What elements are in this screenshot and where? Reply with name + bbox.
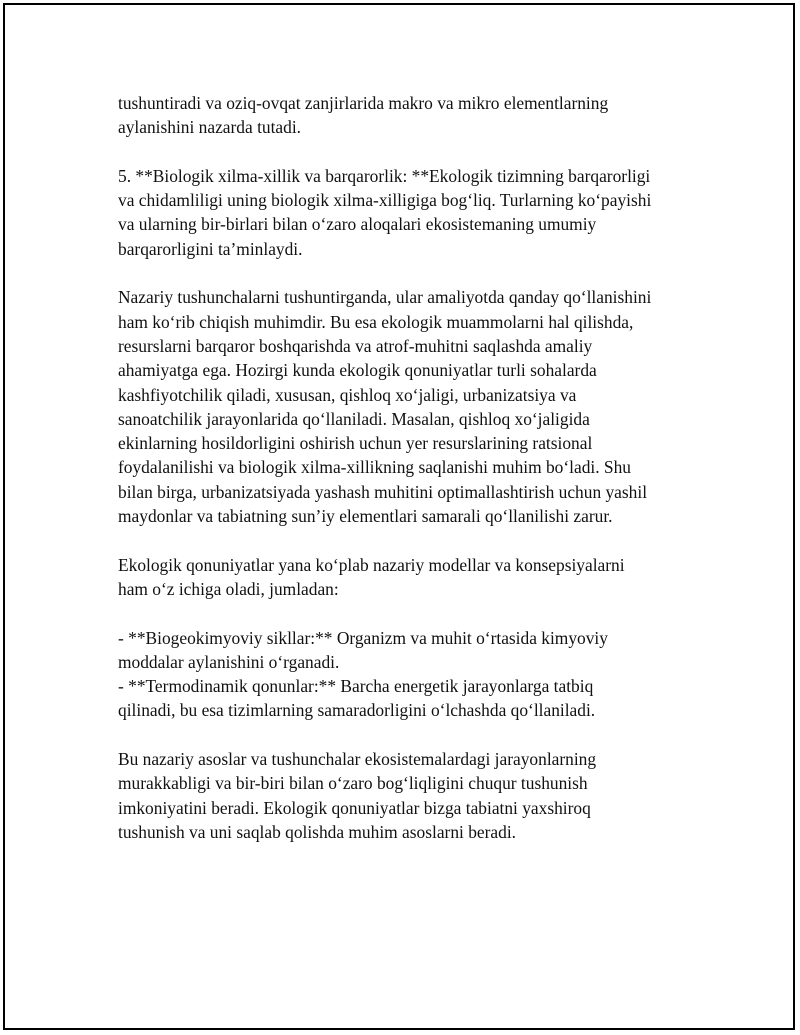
text-line: ekinlarning hosildorligini oshirish uchun yer resurslarining ratsional [118,433,593,454]
text-line: ham ko‘rib chiqish muhimdir. Bu esa ekologik muammolarni hal qilishda, [118,311,634,332]
text-line: foydalanilishi va biologik xilma-xillikning saqlanishi muhim bo‘ladi. Shu [118,457,631,478]
text-line: bilan birga, urbanizatsiyada yashash muhitini optimallashtirish uchun yashil [118,481,648,502]
bullet-thermodynamic-laws [118,674,698,723]
document-body [118,91,698,869]
text-line: - **Termodinamik qonunlar:** Barcha energetik jarayonlarga tatbiq [118,676,594,697]
text-line: Bu nazariy asoslar va tushunchalar ekosistemalardagi jarayonlarning [118,749,597,770]
paragraph-intro-continuation [118,91,698,140]
text-line: Ekologik qonuniyatlar yana ko‘plab nazariy modellar va konsepsiyalarni [118,554,625,575]
paragraph-practical-application [118,285,698,528]
text-line: qilinadi, bu esa tizimlarning samaradorligini o‘lchashda qo‘llaniladi. [118,700,596,721]
text-line: moddalar aylanishini o‘rganadi. [118,651,340,672]
text-line: imkoniyatini beradi. Ekologik qonuniyatlar bizga tabiatni yaxshiroq [118,797,591,818]
paragraph-conclusion [118,747,698,844]
text-line: barqarorligini ta’minlaydi. [118,238,303,259]
text-line: resurslarni barqaror boshqarishda va atrof-muhitni saqlashda amaliy [118,335,593,356]
bullet-biogeochemical-cycles [118,626,698,675]
text-line: murakkabligi va bir-biri bilan o‘zaro bog‘liqligini chuqur tushunish [118,773,588,794]
paragraph-point-5-biodiversity [118,164,698,261]
text-line: - **Biogeokimyoviy sikllar:** Organizm va muhit o‘rtasida kimyoviy [118,627,608,648]
text-line: ham o‘z ichiga oladi, jumladan: [118,578,339,599]
text-line: Nazariy tushunchalarni tushuntirganda, ular amaliyotda qanday qo‘llanishini [118,287,652,308]
text-line: tushunish va uni saqlab qolishda muhim asoslarni beradi. [118,821,516,842]
paragraph-models-intro [118,553,698,602]
text-line: maydonlar va tabiatning sun’iy elementlari samarali qo‘llanilishi zarur. [118,506,613,527]
text-line: ahamiyatga ega. Hozirgi kunda ekologik qonuniyatlar turli sohalarda [118,360,597,381]
text-line: aylanishini nazarda tutadi. [118,117,302,138]
text-line: va chidamliligi uning biologik xilma-xilligiga bog‘liq. Turlarning ko‘payishi [118,190,652,211]
text-line: va ularning bir-birlari bilan o‘zaro aloqalari ekosistemaning umumiy [118,214,597,235]
text-line: tushuntiradi va oziq-ovqat zanjirlarida makro va mikro elementlarning [118,93,609,113]
text-line: kashfiyotchilik qiladi, xususan, qishloq xo‘jaligi, urbanizatsiya va [118,384,577,405]
text-line: 5. **Biologik xilma-xillik va barqarorlik: **Ekologik tizimning barqarorligi [118,165,651,186]
text-line: sanoatchilik jarayonlarida qo‘llaniladi. Masalan, qishloq xo‘jaligida [118,408,590,429]
